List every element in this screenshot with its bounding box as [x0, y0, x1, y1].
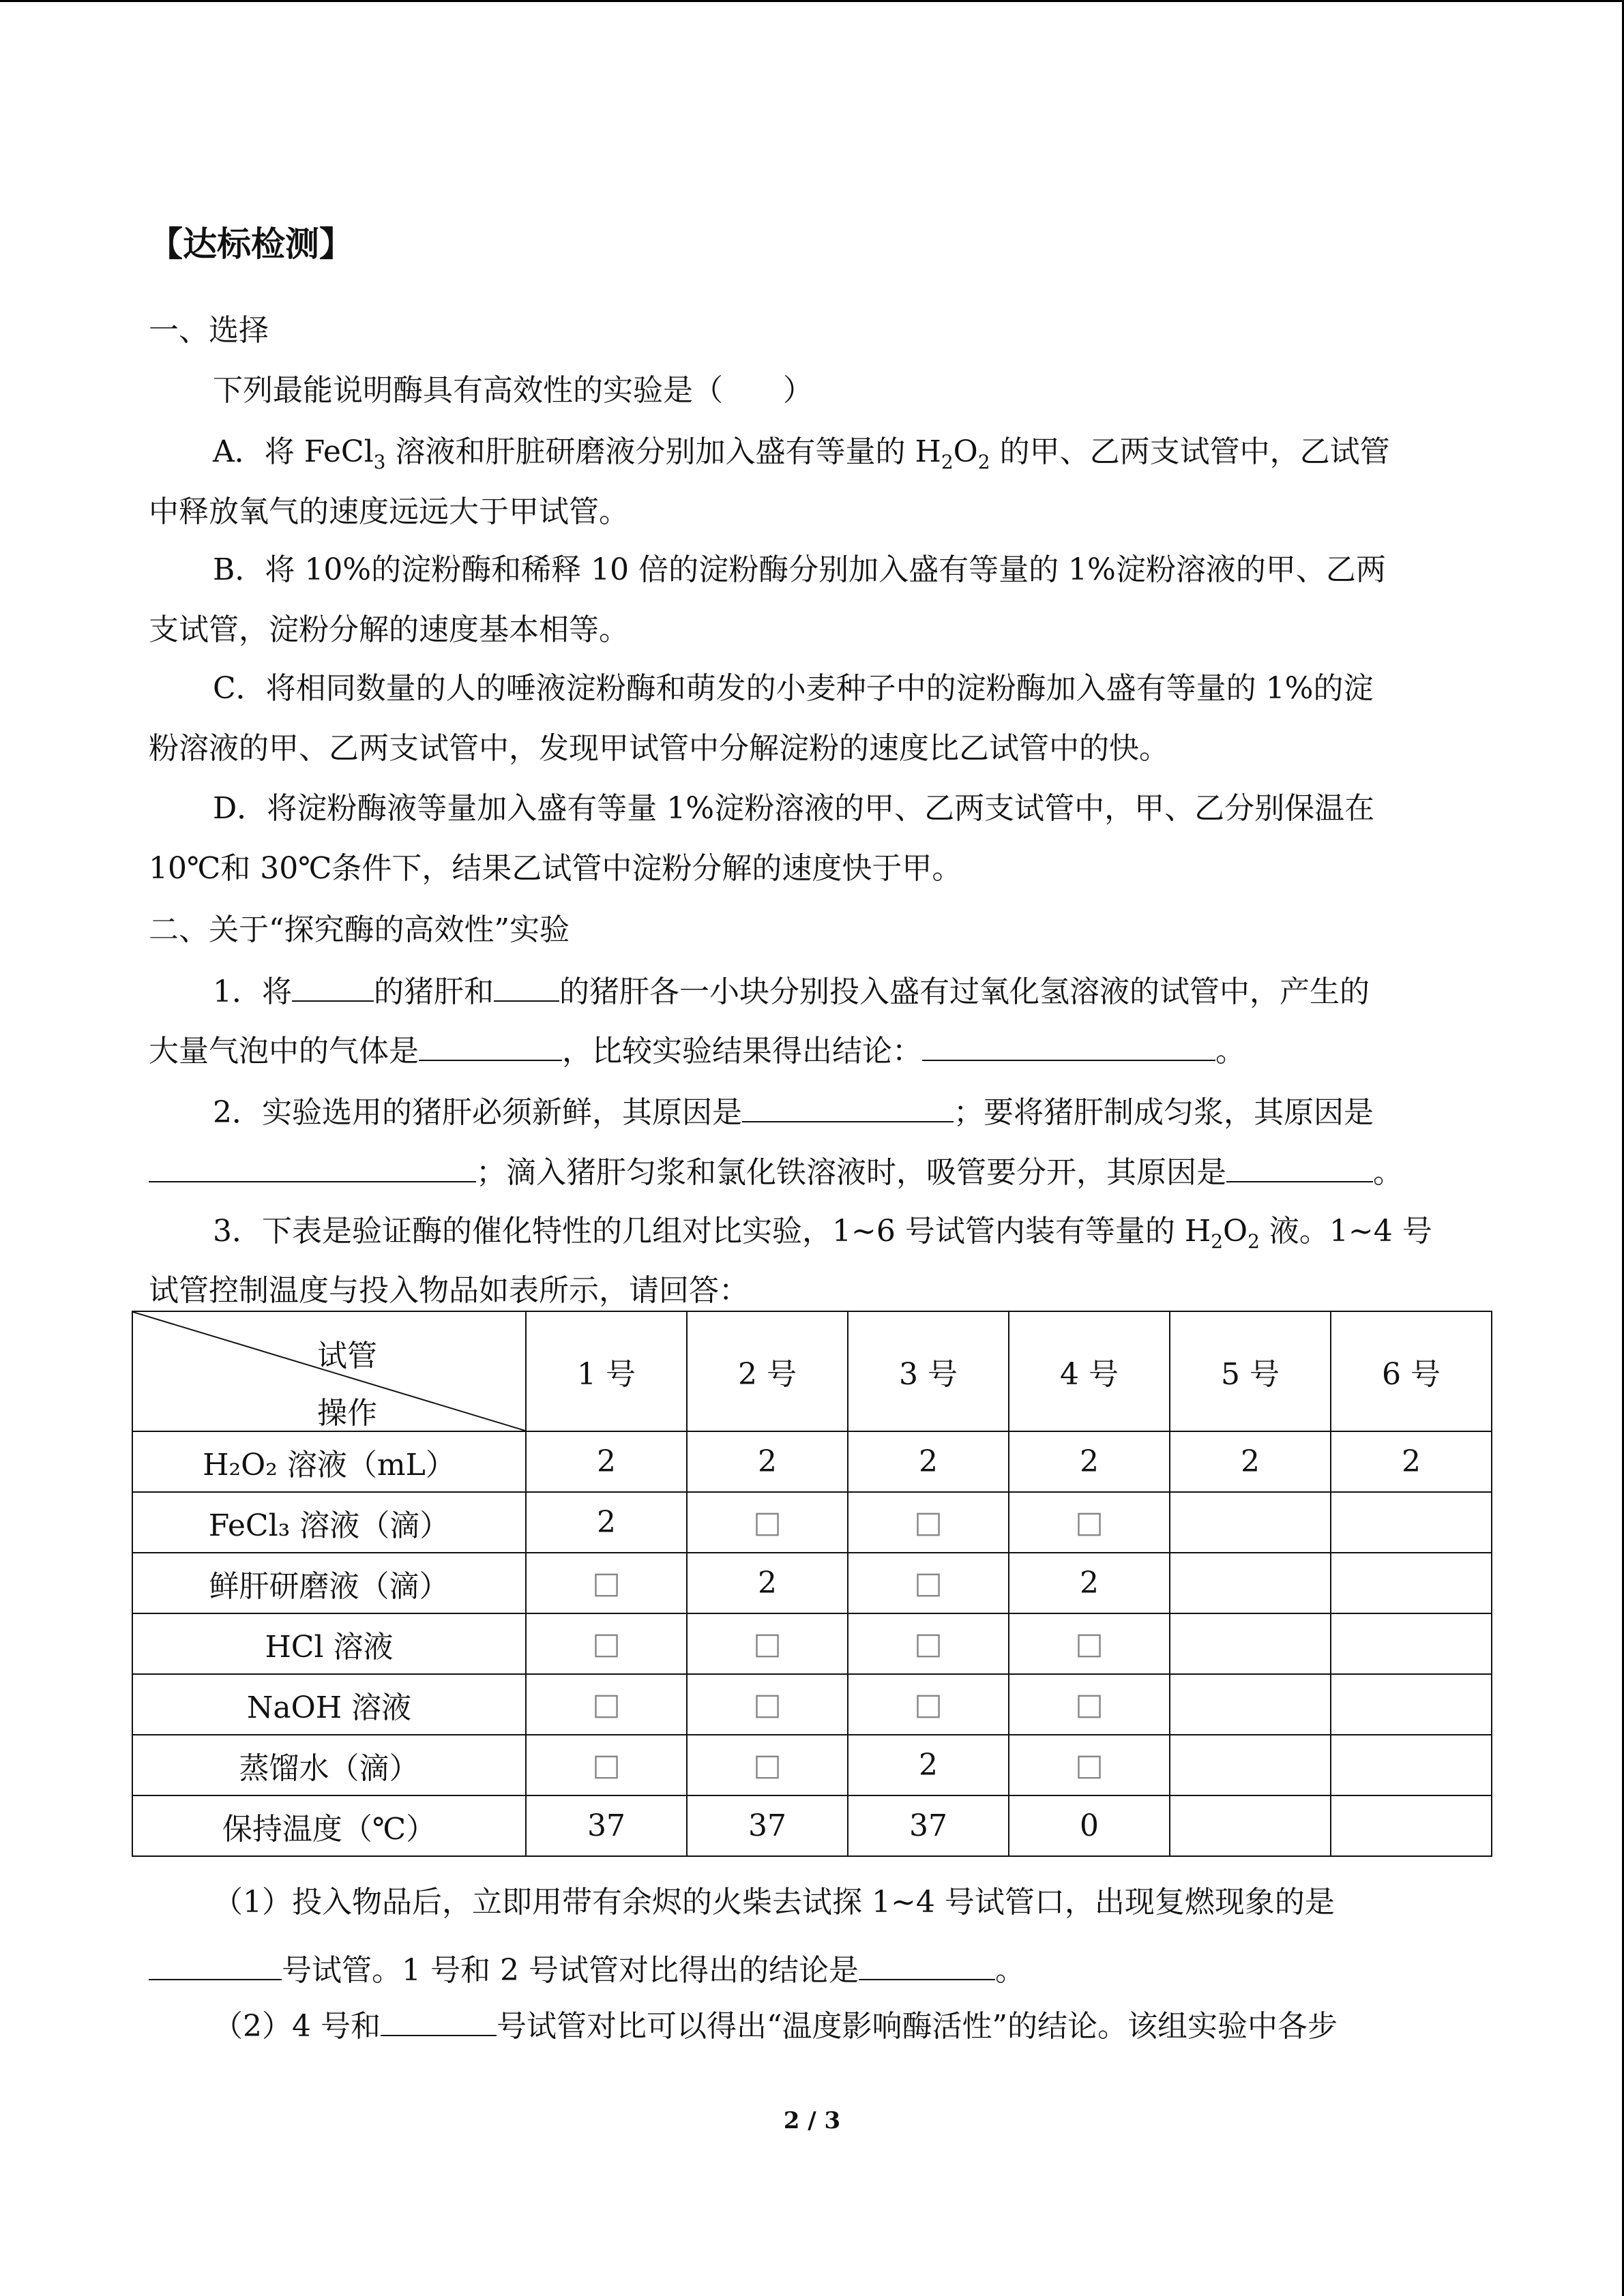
table-cell: □: [526, 1613, 687, 1674]
table-cell: [1331, 1613, 1492, 1674]
table-cell: [1170, 1492, 1331, 1553]
answer-blank[interactable]: [742, 1091, 954, 1122]
answer-blank[interactable]: [922, 1030, 1215, 1061]
row-label: HCl 溶液: [132, 1613, 526, 1674]
q2-line1: 2．实验选用的猪肝必须新鲜，其原因是 ；要将猪肝制成匀浆，其原因是: [213, 1091, 1374, 1133]
table-cell: 2: [1009, 1553, 1170, 1613]
table-cell: 37: [848, 1795, 1009, 1856]
table-cell: □: [848, 1553, 1009, 1613]
table-row: [132, 1492, 1492, 1553]
table-row: [132, 1553, 1492, 1613]
table-cell: [1331, 1492, 1492, 1553]
option-c-line1: C．将相同数量的人的唾液淀粉酶和萌发的小麦种子中的淀粉酶加入盛有等量的 1%的淀: [213, 671, 1374, 706]
table-row: [132, 1795, 1492, 1856]
option-d-line1: D．将淀粉酶液等量加入盛有等量 1%淀粉溶液的甲、乙两支试管中，甲、乙分别保温在: [213, 791, 1375, 826]
option-a-line2: 中释放氧气的速度远远大于甲试管。: [149, 494, 629, 529]
answer-blank[interactable]: [494, 970, 559, 1002]
table-cell: □: [687, 1735, 848, 1795]
table-cell: 2: [687, 1431, 848, 1492]
table-cell: 2: [848, 1735, 1009, 1795]
table-cell: □: [687, 1613, 848, 1674]
table-cell: [1331, 1735, 1492, 1795]
table-cell: 2: [526, 1431, 687, 1492]
experiment-table: [132, 1311, 1492, 1857]
section-heading: 【达标检测】: [149, 224, 353, 264]
table-row: [132, 1613, 1492, 1674]
table-cell: 2: [1331, 1431, 1492, 1492]
tube-header: 1 号: [526, 1311, 687, 1431]
answer-blank[interactable]: [292, 970, 374, 1002]
table-cell: □: [848, 1492, 1009, 1553]
subq1-line1: （1）投入物品后，立即用带有余烬的火柴去试探 1~4 号试管口，出现复燃现象的是: [213, 1885, 1335, 1920]
tube-header: 5 号: [1170, 1311, 1331, 1431]
answer-blank[interactable]: [381, 2005, 497, 2036]
table-cell: □: [848, 1613, 1009, 1674]
tube-header: 3 号: [848, 1311, 1009, 1431]
table-cell: [1331, 1553, 1492, 1613]
table-cell: □: [526, 1674, 687, 1735]
table-cell: □: [1009, 1674, 1170, 1735]
subq2-line1: （2）4 号和 号试管对比可以得出“温度影响酶活性”的结论。该组实验中各步: [213, 2005, 1338, 2047]
answer-blank[interactable]: [419, 1030, 562, 1061]
q2-line2: ；滴入猪肝匀浆和氯化铁溶液时，吸管要分开，其原因是 。: [149, 1151, 1403, 1193]
table-cell: □: [1009, 1492, 1170, 1553]
table-cell: 37: [526, 1795, 687, 1856]
answer-blank[interactable]: [149, 1949, 282, 1980]
table-cell: [1170, 1735, 1331, 1795]
table-cell: □: [526, 1735, 687, 1795]
table-cell: [1170, 1613, 1331, 1674]
table-cell: □: [848, 1674, 1009, 1735]
section1-title: 一、选择: [149, 313, 269, 348]
table-cell: [1170, 1674, 1331, 1735]
table-cell: 2: [687, 1553, 848, 1613]
table-cell: □: [1009, 1613, 1170, 1674]
tube-header: 4 号: [1009, 1311, 1170, 1431]
table-cell: [1331, 1795, 1492, 1856]
table-cell: □: [687, 1492, 848, 1553]
subq1-line2: 号试管。1 号和 2 号试管对比得出的结论是 。: [149, 1949, 1025, 1991]
table-cell: [1170, 1795, 1331, 1856]
answer-blank[interactable]: [1226, 1151, 1373, 1182]
row-label: 保持温度（℃）: [132, 1795, 526, 1856]
table-cell: □: [687, 1674, 848, 1735]
table-cell: □: [526, 1553, 687, 1613]
page-border-top: [0, 0, 1624, 2]
table-cell: [1170, 1553, 1331, 1613]
table-cell: □: [1009, 1735, 1170, 1795]
row-label: 鲜肝研磨液（滴）: [132, 1553, 526, 1613]
table-row: [132, 1674, 1492, 1735]
table-cell: 2: [526, 1492, 687, 1553]
option-b-line1: B．将 10%的淀粉酶和稀释 10 倍的淀粉酶分别加入盛有等量的 1%淀粉溶液的甲、乙两: [213, 552, 1386, 587]
page-number: 2 / 3: [783, 2107, 841, 2134]
table-cell: 2: [1170, 1431, 1331, 1492]
row-label: NaOH 溶液: [132, 1674, 526, 1735]
row-label: 蒸馏水（滴）: [132, 1735, 526, 1795]
question-stem: 下列最能说明酶具有高效性的实验是（ ）: [213, 373, 813, 408]
answer-blank[interactable]: [149, 1151, 476, 1182]
q3-line1: 3．下表是验证酶的催化特性的几组对比实验，1~6 号试管内装有等量的 $H_2O_2$ 液。1~4 号: [213, 1214, 1432, 1253]
table-corner-cell: [132, 1311, 526, 1431]
answer-blank[interactable]: [859, 1949, 995, 1980]
q1-line2: 大量气泡中的气体是 ，比较实验结果得出结论： 。: [149, 1030, 1245, 1072]
option-a-line1: A．将 FeCl$_3$ 溶液和肝脏研磨液分别加入盛有等量的 $H_2O_2$ 的甲、乙两支试管中，乙试管: [213, 434, 1390, 473]
table-header-row: [132, 1311, 1492, 1431]
corner-label-operation: 操作: [317, 1396, 377, 1431]
section2-title: 二、关于“探究酶的高效性”实验: [149, 912, 570, 947]
table-cell: 2: [848, 1431, 1009, 1492]
table-row: [132, 1735, 1492, 1795]
option-c-line2: 粉溶液的甲、乙两支试管中，发现甲试管中分解淀粉的速度比乙试管中的快。: [149, 731, 1169, 766]
q1-line1: 1．将 的猪肝和 的猪肝各一小块分别投入盛有过氧化氢溶液的试管中，产生的: [213, 970, 1370, 1013]
corner-label-tube: 试管: [317, 1339, 377, 1373]
q3-line2: 试管控制温度与投入物品如表所示，请回答：: [149, 1273, 749, 1308]
tube-header: 2 号: [687, 1311, 848, 1431]
row-label: FeCl₃ 溶液（滴）: [132, 1492, 526, 1553]
table-row: [132, 1431, 1492, 1492]
table-cell: 2: [1009, 1431, 1170, 1492]
table-cell: 37: [687, 1795, 848, 1856]
row-label: H₂O₂ 溶液（mL）: [132, 1431, 526, 1492]
table-cell: 0: [1009, 1795, 1170, 1856]
table-cell: [1331, 1674, 1492, 1735]
tube-header: 6 号: [1331, 1311, 1492, 1431]
option-d-line2: 10℃和 30℃条件下，结果乙试管中淀粉分解的速度快于甲。: [149, 851, 962, 886]
option-b-line2: 支试管，淀粉分解的速度基本相等。: [149, 612, 629, 647]
